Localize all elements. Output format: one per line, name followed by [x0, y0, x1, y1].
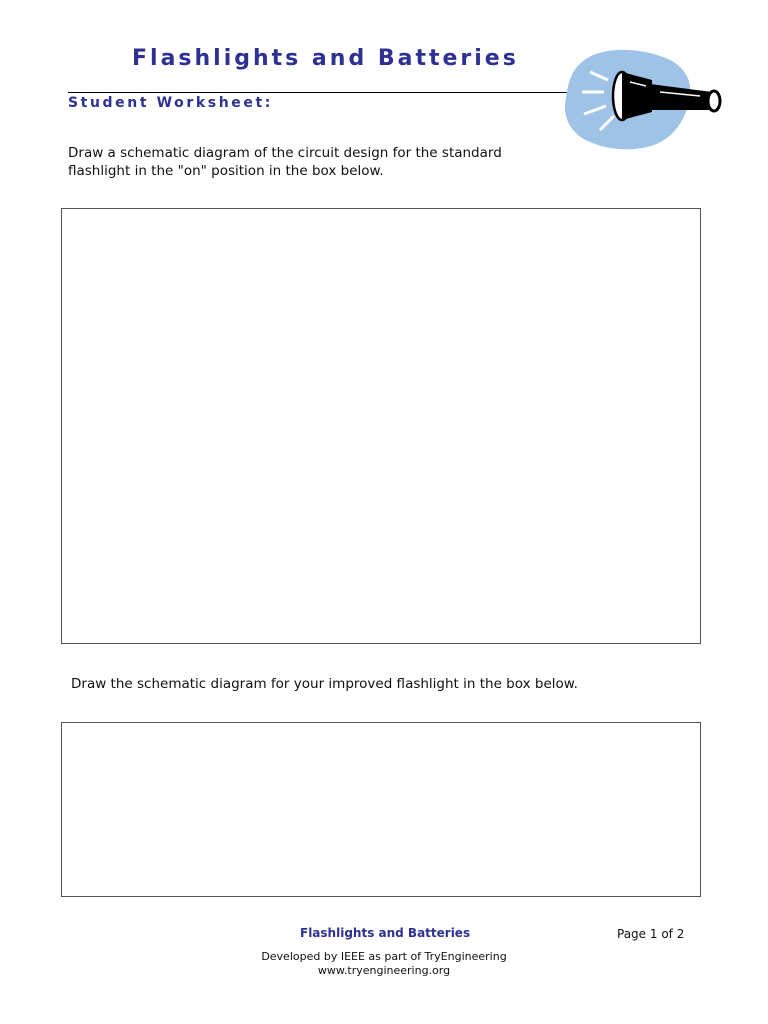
page-title: Flashlights and Batteries [132, 46, 519, 71]
developed-by: Developed by IEEE as part of TryEngineering [261, 950, 507, 963]
page-number: Page 1 of 2 [617, 927, 685, 941]
instruction-improved-flashlight: Draw the schematic diagram for your improved flashlight in the box below. [71, 676, 578, 692]
footer-url: www.tryengineering.org [317, 964, 451, 977]
instruction-standard-flashlight: Draw a schematic diagram of the circuit design for the standard flashlight in the "on" position in the box below. [68, 145, 502, 179]
drawing-box-improved [61, 722, 701, 897]
footer-credits [0, 950, 768, 978]
flashlight-icon [560, 42, 730, 154]
header-divider [68, 92, 568, 93]
worksheet-subtitle: Student Worksheet: [68, 95, 273, 111]
footer-title: Flashlights and Batteries [300, 926, 471, 940]
drawing-box-standard [61, 208, 701, 644]
